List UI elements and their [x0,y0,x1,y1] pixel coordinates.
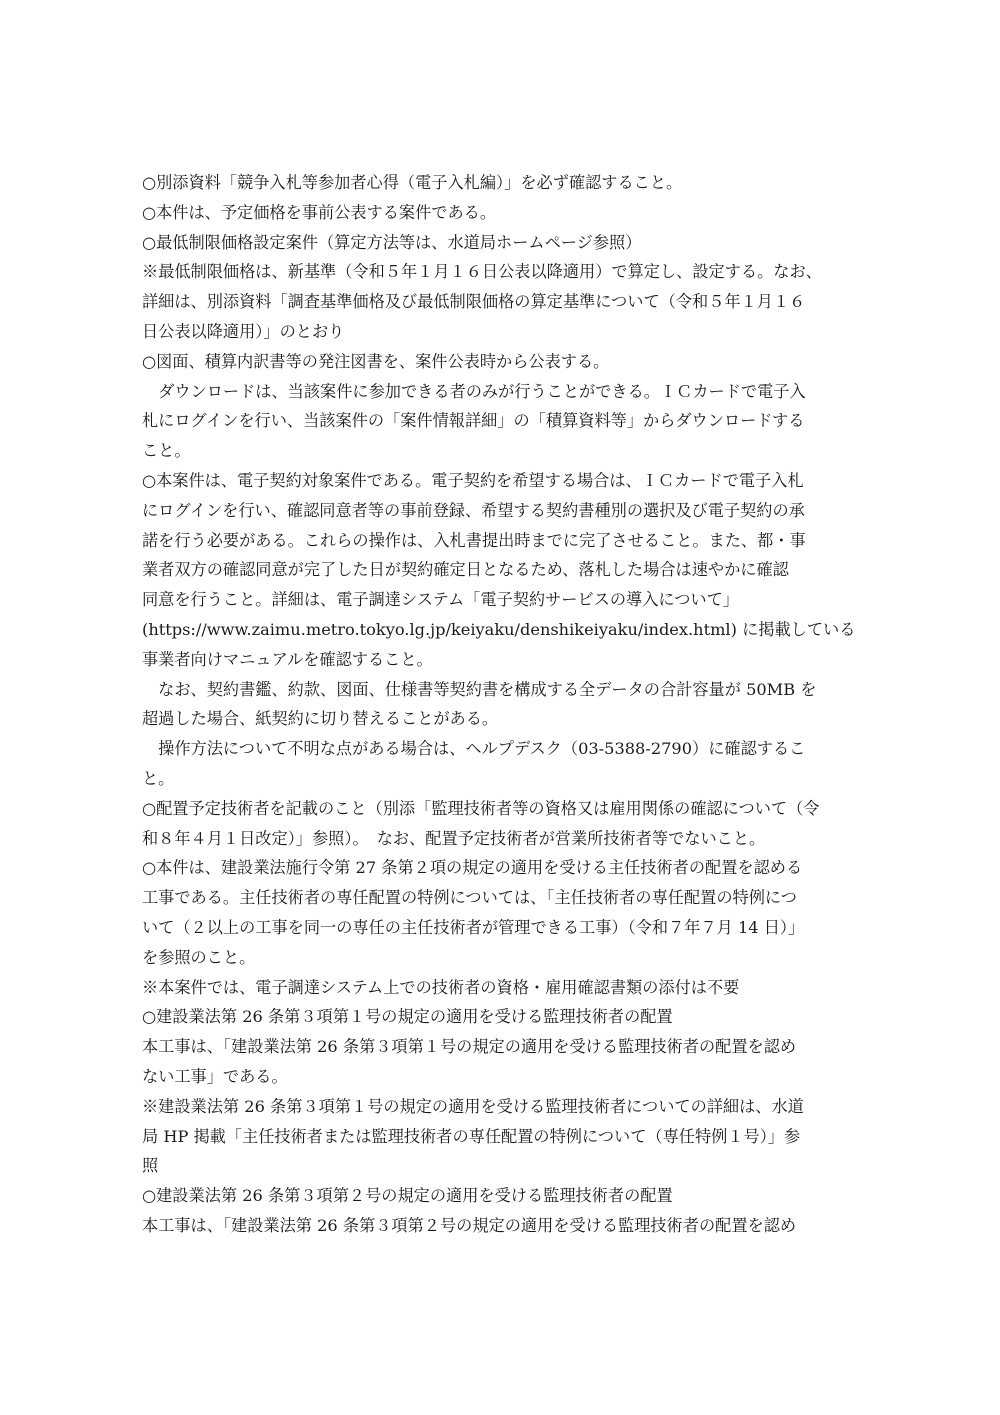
text-line: 超過した場合、紙契約に切り替えることがある。 [142,709,499,729]
text-line: と。 [142,768,175,788]
text-line: ○建設業法第 26 条第３項第２号の規定の適用を受ける監理技術者の配置 [142,1186,673,1206]
text-line: 諾を行う必要がある。これらの操作は、入札書提出時までに完了させること。また、都・事 [142,530,806,550]
text-line: 操作方法について不明な点がある場合は、ヘルプデスク（03-5388-2790）に確認するこ [142,739,806,759]
text-line: 同意を行うこと。詳細は、電子調達システム「電子契約サービスの導入について」 [142,590,739,610]
text-line: ○本案件は、電子契約対象案件である。電子契約を希望する場合は、ＩＣカードで電子入札 [142,470,804,490]
text-line: にログインを行い、確認同意者等の事前登録、希望する契約書種別の選択及び電子契約の承 [142,500,805,520]
text-line: 局 HP 掲載「主任技術者または監理技術者の専任配置の特例について（専任特例１号）」参 [142,1126,801,1146]
text-line: ※建設業法第 26 条第３項第１号の規定の適用を受ける監理技術者についての詳細は、水道 [142,1096,804,1116]
text-line: ※最低制限価格は、新基準（令和５年１月１６日公表以降適用）で算定し、設定する。なお、 [142,262,822,282]
text-line: ダウンロードは、当該案件に参加できる者のみが行うことができる。ＩＣカードで電子入 [142,381,806,401]
text-line: ○別添資料「競争入札等参加者心得（電子入札編）」を必ず確認すること。 [142,173,683,192]
text-line: 日公表以降適用）」のとおり [142,321,345,341]
text-line: ○配置予定技術者を記載のこと（別添「監理技術者等の資格又は雇用関係の確認について（令 [142,798,820,818]
text-line: 和８年４月１日改定）」参照）。 なお、配置予定技術者が営業所技術者等でないこと。 [142,828,766,848]
text-line: 本工事は、「建設業法第 26 条第３項第１号の規定の適用を受ける監理技術者の配置を認め [142,1037,797,1057]
text-line: 照 [142,1156,159,1176]
text-line: 詳細は、別添資料「調査基準価格及び最低制限価格の算定基準について（令和５年１月１６ [142,292,806,312]
text-line: いて（２以上の工事を同一の専任の主任技術者が管理できる工事）（令和７年７月 14 日）」 [142,917,805,937]
text-line: こと。 [142,441,191,461]
text-line: ○最低制限価格設定案件（算定方法等は、水道局ホームページ参照） [142,232,642,252]
text-line: 工事である。主任技術者の専任配置の特例については、「主任技術者の専任配置の特例につ [142,888,797,908]
text-line: (https://www.zaimu.metro.tokyo.lg.jp/keiyaku/denshikeiyaku/index.html) に掲載している [142,619,856,639]
text-line: ○建設業法第 26 条第３項第１号の規定の適用を受ける監理技術者の配置 [142,1007,673,1027]
text-line: を参照のこと。 [142,947,256,967]
document-body [142,168,862,1241]
text-line: 札にログインを行い、当該案件の「案件情報詳細」の「積算資料等」からダウンロードする [142,411,805,431]
text-line: 業者双方の確認同意が完了した日が契約確定日となるため、落札した場合は速やかに確認 [142,560,789,580]
text-line: ない工事」である。 [142,1066,288,1086]
text-line: ※本案件では、電子調達システム上での技術者の資格・雇用確認書類の添付は不要 [142,977,740,997]
text-line: なお、契約書鑑、約款、図面、仕様書等契約書を構成する全データの合計容量が 50MB を [142,679,817,699]
text-line: ○本件は、予定価格を事前公表する案件である。 [142,202,497,222]
text-line: 本工事は、「建設業法第 26 条第３項第２号の規定の適用を受ける監理技術者の配置を認め [142,1215,797,1235]
text-line: ○図面、積算内訳書等の発注図書を、案件公表時から公表する。 [142,351,610,371]
text-line: 事業者向けマニュアルを確認すること。 [142,649,433,669]
text-line: ○本件は、建設業法施行令第 27 条第２項の規定の適用を受ける主任技術者の配置を認める [142,858,803,878]
